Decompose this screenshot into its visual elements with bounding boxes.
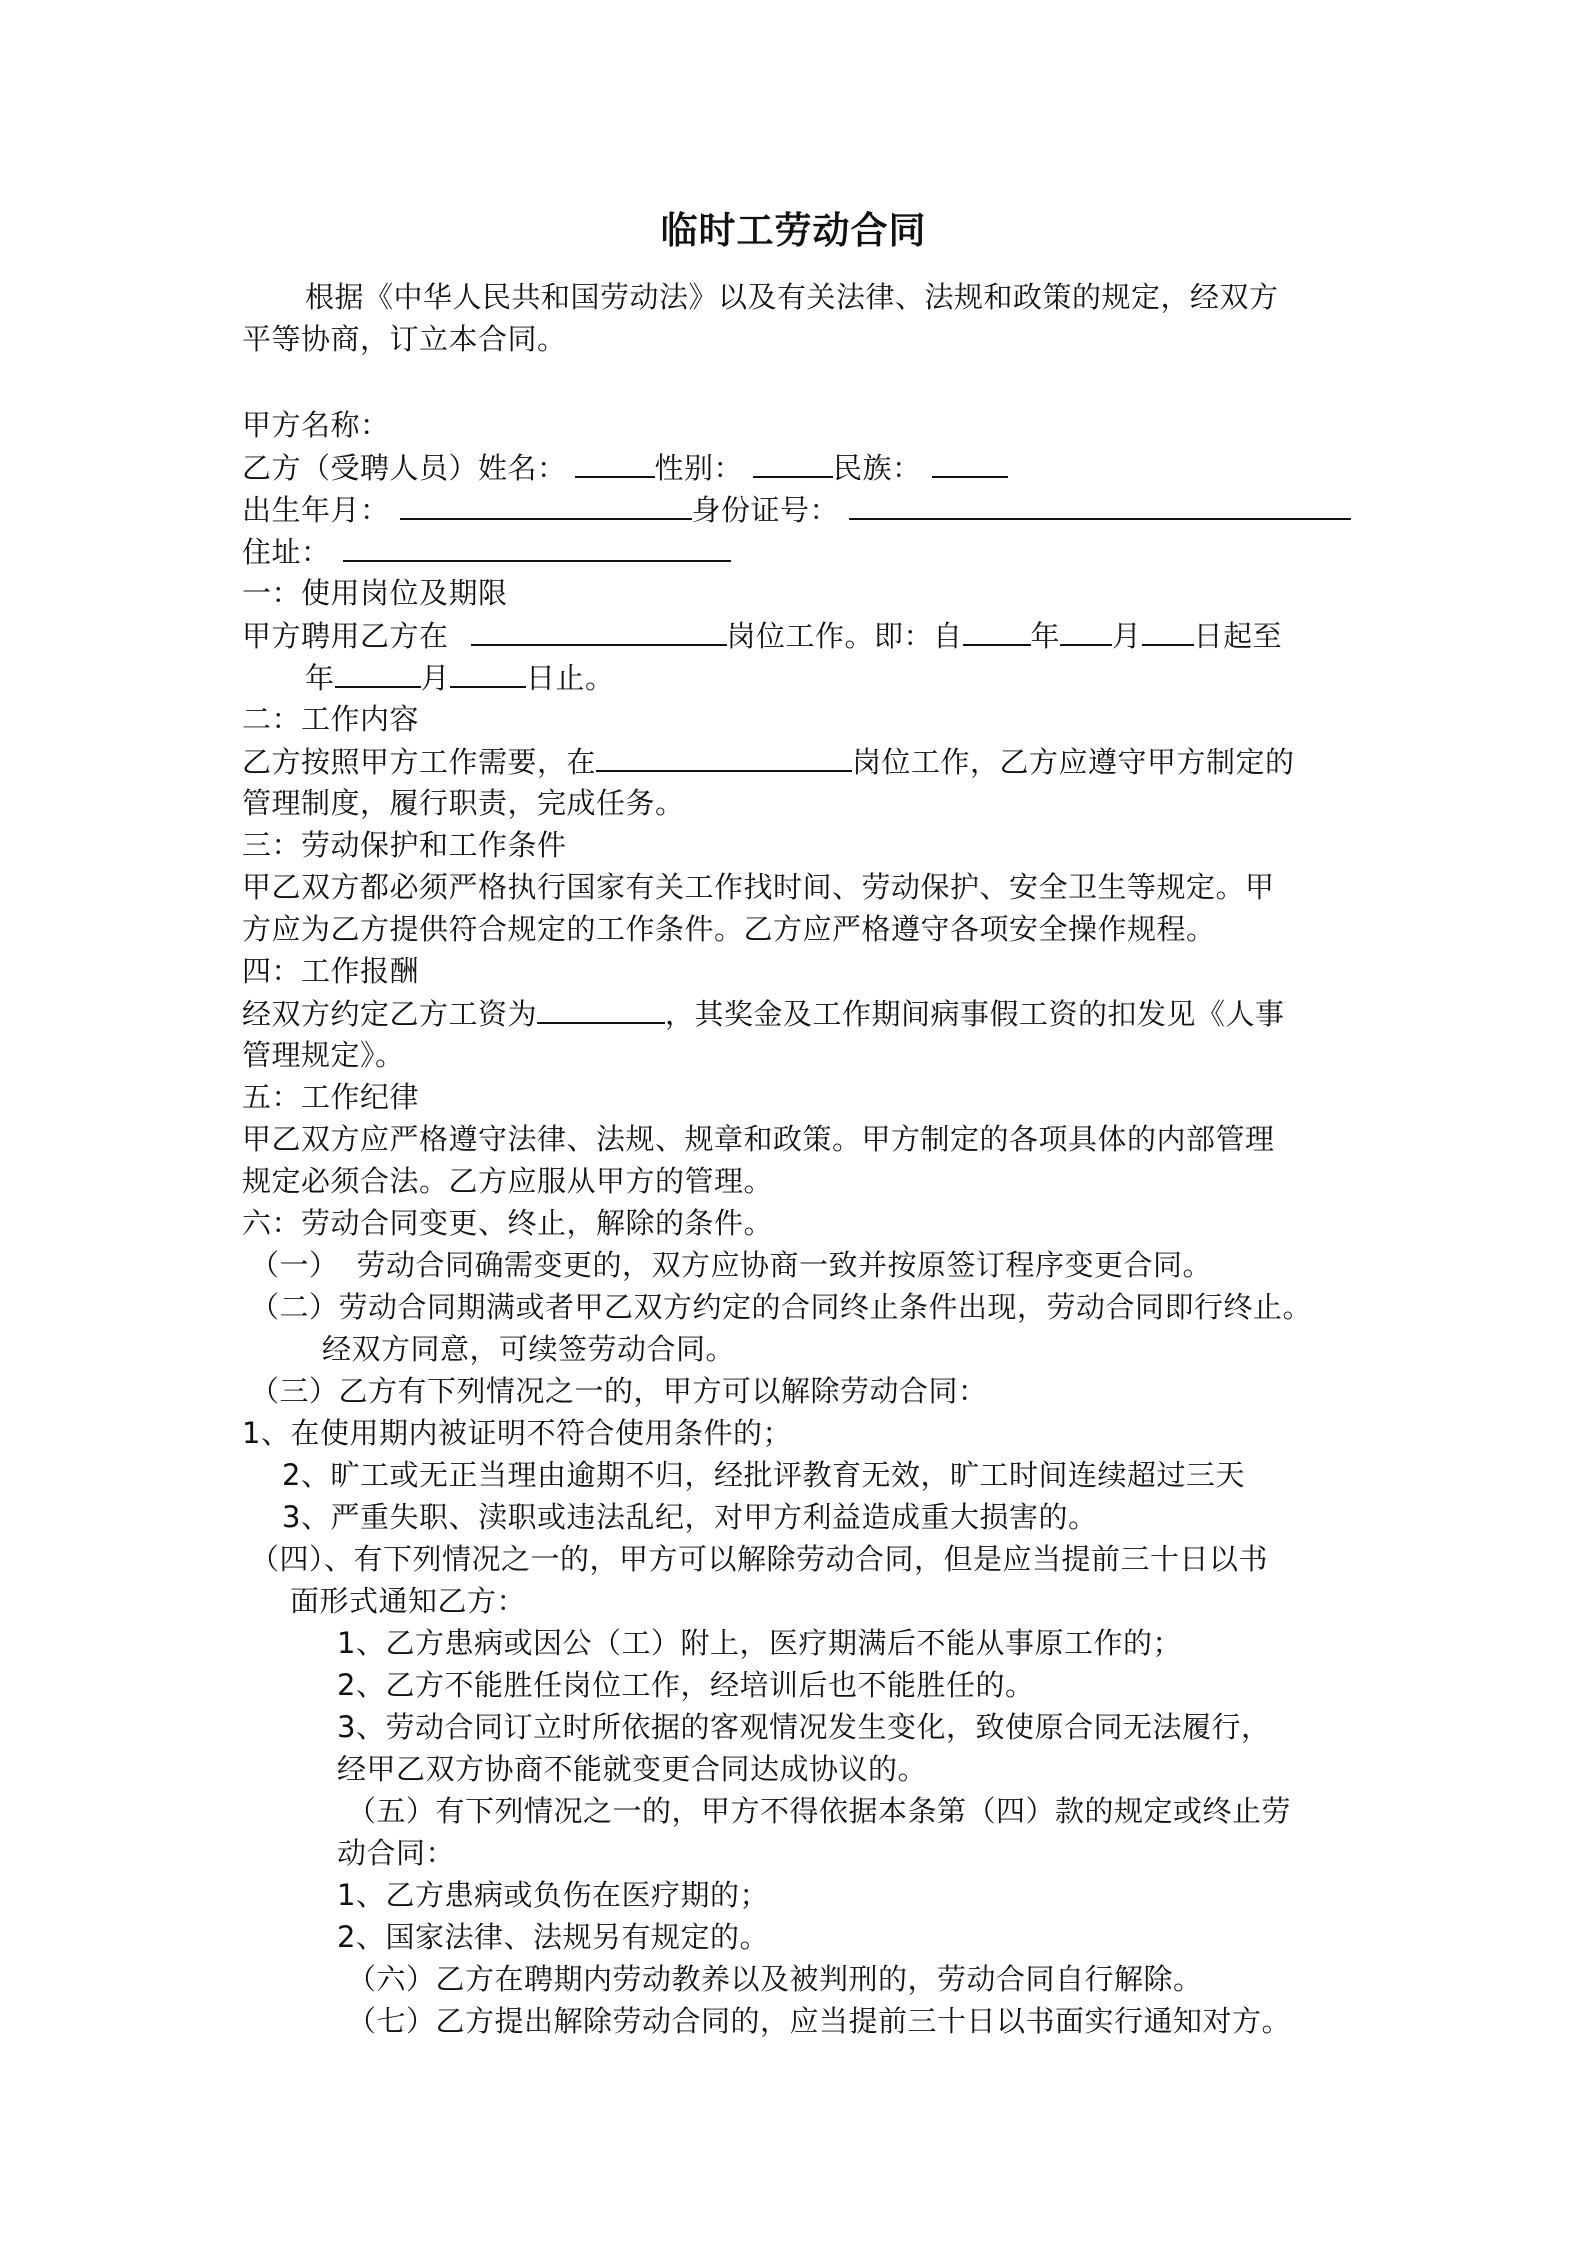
party-a-name-label: 甲方名称： [242,408,390,442]
section-6-item-2: （二）劳动合同期满或者甲乙双方约定的合同终止条件出现，劳动合同即行终止。 [250,1290,1313,1324]
section-6-item-4-3: 3、劳动合同订立时所依据的客观情况发生变化，致使原合同无法履行， [337,1710,1271,1744]
intro-line-1: 根据《中华人民共和国劳动法》以及有关法律、法规和政策的规定，经双方 [305,280,1279,314]
section-6-item-5-2: 2、国家法律、法规另有规定的。 [337,1920,769,1954]
end-day-label: 日止。 [526,661,615,695]
end-month-label: 月 [420,661,451,695]
section-6-item-3: （三）乙方有下列情况之一的，甲方可以解除劳动合同： [250,1374,988,1408]
start-month-blank[interactable] [1060,614,1112,646]
party-b-name-label: 乙方（受聘人员）姓名： [242,451,567,485]
ethnicity-blank[interactable] [932,446,1008,478]
birth-id-row [242,488,1351,531]
section-5-line-1: 甲乙双方应严格遵守法律、法规、规章和政策。甲方制定的各项具体的内部管理 [242,1122,1275,1156]
section-6-item-4-1: 1、乙方患病或因公（工）附上，医疗期满后不能从事原工作的； [337,1626,1182,1660]
section-4-heading: 四：工作报酬 [242,954,420,988]
section-4-line-1 [242,992,1285,1035]
section-6-item-4-2: 2、乙方不能胜任岗位工作，经培训后也不能胜任的。 [337,1668,1035,1702]
name-blank[interactable] [575,446,655,478]
end-year-blank[interactable] [335,656,421,688]
section-6-item-2-cont: 经双方同意，可续签劳动合同。 [322,1332,736,1366]
id-number-blank[interactable] [849,488,1351,520]
item-1-text: 劳动合同确需变更的，双方应协商一致并按原签订程序变更合同。 [356,1248,1213,1282]
gender-label: 性别： [654,451,744,485]
section-6-item-3-2: 2、旷工或无正当理由逾期不归，经批评教育无效，旷工时间连续超过三天 [282,1458,1245,1492]
section-4-line-2: 管理规定》。 [242,1038,405,1072]
section-2-text-b: 岗位工作，乙方应遵守甲方制定的 [852,745,1295,779]
section-6-item-1 [250,1244,1212,1286]
section-2-text-a: 乙方按照甲方工作需要，在 [242,745,597,779]
intro-line-2: 平等协商，订立本合同。 [242,322,567,356]
position-blank[interactable] [471,614,727,646]
start-year-blank[interactable] [963,614,1031,646]
item-1-number: （一） [250,1248,339,1282]
ethnicity-label: 民族： [833,451,922,485]
party-b-row [242,446,1008,489]
section-5-heading: 五：工作纪律 [242,1080,420,1114]
birth-label: 出生年月： [242,493,390,527]
year-label: 年 [1030,619,1061,653]
section-6-item-6: （六）乙方在聘期内劳动教养以及被判刑的，劳动合同自行解除。 [347,1962,1203,1996]
section-3-line-1: 甲乙双方都必须严格执行国家有关工作找时间、劳动保护、安全卫生等规定。甲 [242,870,1275,904]
address-row [242,530,731,573]
section-6-item-4-cont: 面形式通知乙方： [290,1584,527,1618]
section-2-line-1 [242,740,1295,783]
address-label: 住址： [242,535,331,569]
end-year-label: 年 [305,661,335,695]
start-day-label: 日起至 [1193,619,1283,653]
section-6-item-3-1: 1、在使用期内被证明不符合使用条件的； [242,1416,792,1450]
end-month-blank[interactable] [450,656,526,688]
gender-blank[interactable] [753,446,833,478]
section-1-line-2 [305,656,615,699]
section-4-text-b: ，其奖金及工作期间病事假工资的扣发见《人事 [665,997,1285,1031]
wage-blank[interactable] [537,992,665,1024]
section-1-text-b: 岗位工作。即：自 [726,619,963,653]
section-4-text-a: 经双方约定乙方工资为 [242,997,538,1031]
start-day-blank[interactable] [1142,614,1194,646]
section-2-heading: 二：工作内容 [242,702,420,736]
section-3-heading: 三：劳动保护和工作条件 [242,828,567,862]
section-1-heading: 一：使用岗位及期限 [242,576,508,610]
section-6-item-5-cont: 动合同： [337,1836,456,1870]
month-label: 月 [1112,619,1142,653]
section-3-line-2: 方应为乙方提供符合规定的工作条件。乙方应严格遵守各项安全操作规程。 [242,912,1216,946]
section-1-text-a: 甲方聘用乙方在 [242,619,449,653]
section-2-line-2: 管理制度，履行职责，完成任务。 [242,786,685,820]
id-number-label: 身份证号： [691,493,840,527]
section-6-item-5: （五）有下列情况之一的，甲方不得依据本条第（四）款的规定或终止劳 [347,1794,1292,1828]
birth-blank[interactable] [400,488,692,520]
section-6-item-3-3: 3、严重失职、渎职或违法乱纪，对甲方利益造成重大损害的。 [282,1500,1098,1534]
section-5-line-2: 规定必须合法。乙方应服从甲方的管理。 [242,1164,774,1198]
section-6-item-4: （四）、有下列情况之一的，甲方可以解除劳动合同，但是应当提前三十日以书 [250,1542,1269,1576]
section-1-line-1 [242,614,1282,657]
section-6-item-7: （七）乙方提出解除劳动合同的，应当提前三十日以书面实行通知对方。 [347,2004,1292,2038]
address-blank[interactable] [343,530,731,562]
work-position-blank[interactable] [596,740,852,772]
section-6-heading: 六：劳动合同变更、终止，解除的条件。 [242,1206,774,1240]
document-title: 临时工劳动合同 [660,208,927,252]
section-6-item-5-1: 1、乙方患病或负伤在医疗期的； [337,1878,769,1912]
section-6-item-4-3-cont: 经甲乙双方协商不能就变更合同达成协议的。 [337,1752,928,1786]
